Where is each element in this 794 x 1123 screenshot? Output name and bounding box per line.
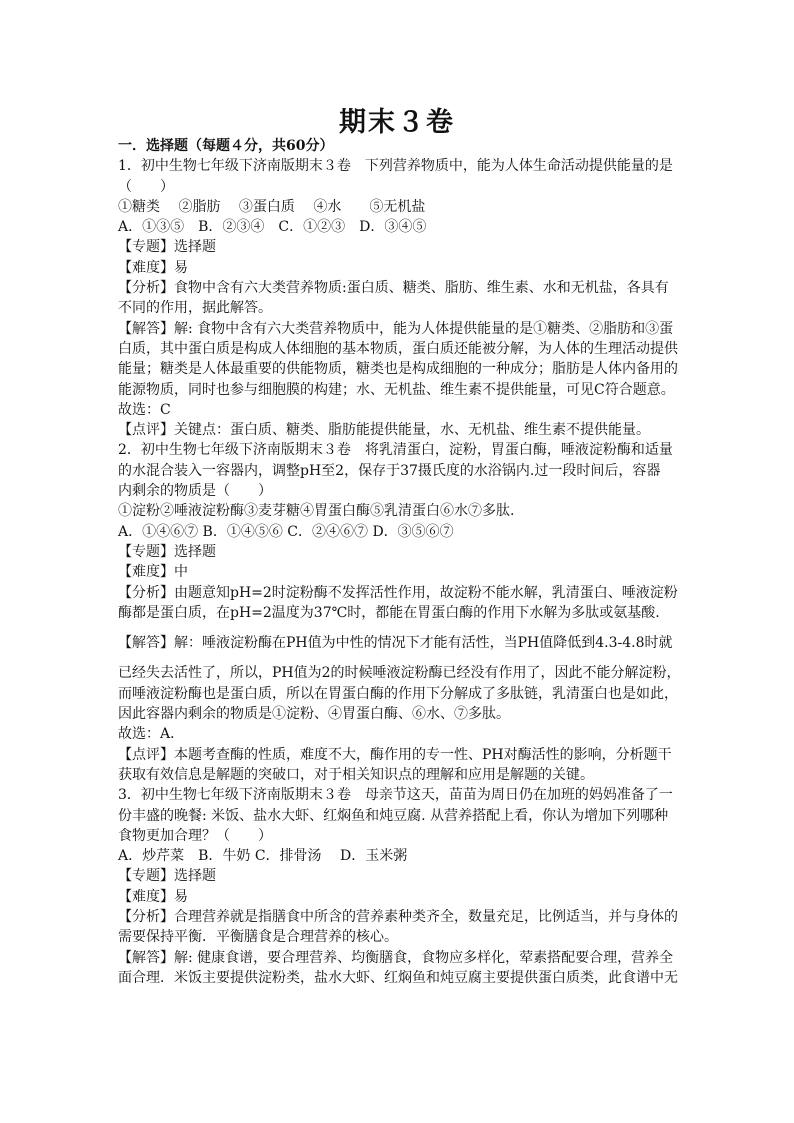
question-2: [118, 440, 681, 785]
q1-items: ①糖类 ②脂肪 ③蛋白质 ④水 ⑤无机盐: [118, 198, 426, 215]
q3-stem-line: 食物更加合理？（ ）: [118, 827, 272, 844]
q1-analysis-line: 【分析】食物中含有六大类营养物质:蛋白质、糖类、脂肪、维生素、水和无机盐，各具有: [118, 280, 669, 297]
page-title: 期末３卷: [339, 107, 455, 138]
q1-options: A．①③⑤ B．②③④ C．①②③ D．③④⑤: [118, 219, 427, 236]
q2-answer-line: 因此容器内剩余的物质是①淀粉、④胃蛋白酶、⑥水、⑦多肽。: [118, 706, 510, 723]
q2-topic: 【专题】选择题: [118, 543, 216, 560]
question-1: [118, 156, 678, 440]
q1-analysis-line: 不同的作用，据此解答。: [118, 300, 272, 317]
q2-comment-line: 【点评】本题考查酶的性质，难度不大，酶作用的专一性、PH对酶活性的影响，分析题干: [118, 746, 672, 763]
q1-answer-line: 白质，其中蛋白质是构成人体细胞的基本物质，蛋白质还能被分解，为人体的生理活动提供: [118, 340, 678, 357]
q3-analysis-line: 【分析】合理营养就是指膳食中所含的营养素种类齐全，数量充足，比例适当，并与身体的: [118, 908, 678, 925]
q2-stem-line: 内剩余的物质是（ ）: [118, 483, 272, 500]
spacer: [118, 623, 678, 633]
q3-stem-line: 份丰盛的晚餐: 米饭、盐水大虾、红焖鱼和炖豆腐. 从营养搭配上看，你认为增加下列哪种: [118, 807, 669, 824]
q2-answer-line: 【解答】解：唾液淀粉酶在PH值为中性的情况下才能有活性，当PH值降低到4.3-4.8时就: [118, 635, 673, 652]
q3-topic: 【专题】选择题: [118, 868, 216, 885]
document-body: [118, 136, 681, 988]
q1-topic: 【专题】选择题: [118, 239, 216, 256]
q2-analysis-line: 酶都是蛋白质，在pH=2温度为37℃时，都能在胃蛋白酶的作用下水解为多肽或氨基酸.: [118, 604, 660, 621]
q2-items: ①淀粉②唾液淀粉酶③麦芽糖④胃蛋白酶⑤乳清蛋白⑥水⑦多肽.: [118, 503, 515, 520]
spacer: [118, 653, 678, 663]
q1-answer-line: 能源物质，同时也参与细胞膜的构建；水、无机盐、维生素不提供能量，可见C符合题意。: [118, 381, 675, 398]
q2-comment-line: 获取有效信息是解题的突破口，对于相关知识点的理解和应用是解题的关键。: [118, 766, 594, 783]
q3-stem-line: 3．初中生物七年级下济南版期末３卷 母亲节这天，苗苗为周日仍在加班的妈妈准备了一: [118, 787, 673, 804]
q2-answer-line: 而唾液淀粉酶也是蛋白质，所以在胃蛋白酶的作用下分解成了多肽链，乳清蛋白也是如此，: [118, 685, 678, 702]
q3-difficulty: 【难度】易: [118, 888, 188, 905]
q3-options: A．炒芹菜 B．牛奶 C．排骨汤 D．玉米粥: [118, 848, 408, 865]
q3-answer-line: 面合理．米饭主要提供淀粉类，盐水大虾、红焖鱼和炖豆腐主要提供蛋白质类，此食谱中无: [118, 969, 678, 986]
q1-comment: 【点评】关键点：蛋白质、糖类、脂肪能提供能量，水、无机盐、维生素不提供能量。: [118, 422, 650, 439]
q1-stem-line: 1．初中生物七年级下济南版期末３卷 下列营养物质中，能为人体生命活动提供能量的是: [118, 158, 673, 175]
q2-stem-line: 的水混合装入一容器内，调整pH至2，保存于37摄氏度的水浴锅内.过一段时间后，容器: [118, 462, 661, 479]
q2-difficulty: 【难度】中: [118, 564, 188, 581]
q1-difficulty: 【难度】易: [118, 259, 188, 276]
q1-answer-line: 能量；糖类是人体最重要的供能物质，糖类也是构成细胞的一种成分；脂肪是人体内备用的: [118, 361, 678, 378]
q2-analysis-line: 【分析】由题意知pH=2时淀粉酶不发挥活性作用，故淀粉不能水解，乳清蛋白、唾液淀粉: [118, 584, 678, 601]
question-3: [118, 785, 678, 988]
q2-choice: 故选：A．: [118, 726, 185, 743]
q2-answer-line: 已经失去活性了，所以，PH值为2的时候唾液淀粉酶已经没有作用了，因此不能分解淀粉，: [118, 665, 681, 682]
q1-stem-line: （ ）: [118, 178, 174, 195]
q1-answer-line: 【解答】解: 食物中含有六大类营养物质中，能为人体提供能量的是①糖类、②脂肪和③蛋: [118, 320, 674, 337]
q3-analysis-line: 需要保持平衡．平衡膳食是合理营养的核心。: [118, 929, 398, 946]
q2-stem-line: 2．初中生物七年级下济南版期末３卷 将乳清蛋白，淀粉，胃蛋白酶，唾液淀粉酶和适量: [118, 442, 673, 459]
q3-answer-line: 【解答】解: 健康食谱，要合理营养、均衡膳食，食物应多样化，荤素搭配要合理，营养全: [118, 949, 674, 966]
q2-options: A．①④⑥⑦ B．①④⑤⑥ C．②④⑥⑦ D．③⑤⑥⑦: [118, 523, 454, 540]
section-heading: 一．选择题（每题４分，共60分）: [118, 138, 334, 154]
q1-choice: 故选：C: [118, 401, 171, 418]
